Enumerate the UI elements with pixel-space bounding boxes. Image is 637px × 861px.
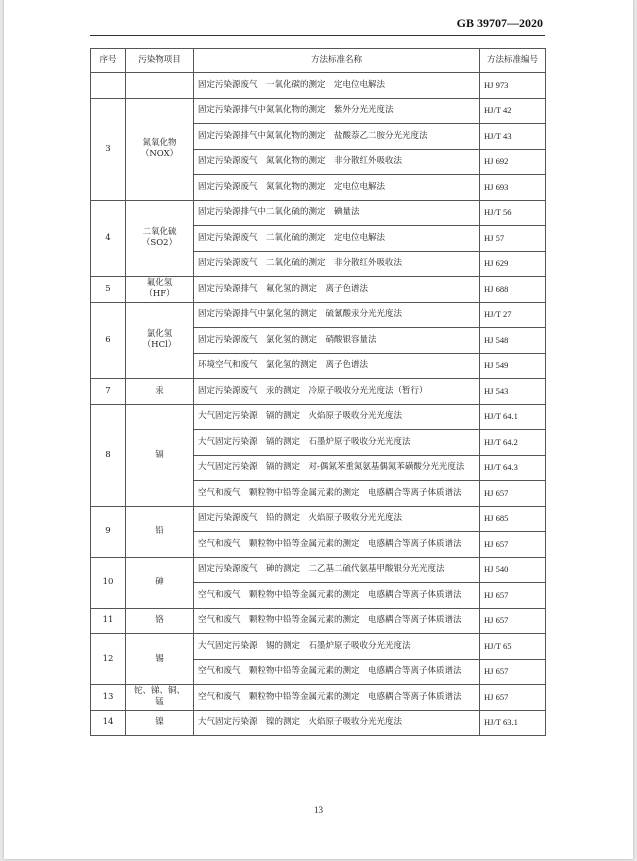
- method-name-cell: 固定污染源废气 二氧化硫的测定 定电位电解法: [194, 226, 480, 252]
- method-code-cell: HJ 688: [480, 277, 546, 303]
- table-row: [91, 277, 546, 303]
- method-name-cell: 空气和废气 颗粒物中铅等金属元素的测定 电感耦合等离子体质谱法: [194, 659, 480, 685]
- method-code-cell: HJ 540: [480, 557, 546, 583]
- method-name-cell: 固定污染源废气 一氧化碳的测定 定电位电解法: [194, 73, 480, 99]
- method-name-cell: 大气固定污染源 镍的测定 火焰原子吸收分光光度法: [194, 710, 480, 736]
- pollutant-item-cell: [126, 73, 194, 99]
- method-name-cell: 大气固定污染源 镉的测定 石墨炉原子吸收分光光度法: [194, 430, 480, 456]
- method-name-cell: 固定污染源废气 二氧化硫的测定 非分散红外吸收法: [194, 251, 480, 277]
- table-body: [91, 73, 546, 736]
- pollutant-item-cell: 汞: [126, 379, 194, 405]
- pollutant-no-cell: 14: [91, 710, 126, 736]
- method-code-cell: HJ/T 63.1: [480, 710, 546, 736]
- pollutant-no-cell: 6: [91, 302, 126, 379]
- pollutant-item-cell: 镉: [126, 404, 194, 506]
- method-code-cell: HJ/T 27: [480, 302, 546, 328]
- table-row: [91, 506, 546, 532]
- pollutant-item-cell: 砷: [126, 557, 194, 608]
- pollutant-item-cell: 锡: [126, 634, 194, 685]
- method-code-cell: HJ/T 64.1: [480, 404, 546, 430]
- header-item: 污染物项目: [126, 49, 194, 73]
- pollutant-no-cell: 10: [91, 557, 126, 608]
- table-row: [91, 302, 546, 328]
- method-code-cell: HJ 657: [480, 608, 546, 634]
- table-row: [91, 404, 546, 430]
- pollutant-item-cell: 铅: [126, 506, 194, 557]
- method-name-cell: 固定污染源废气 铅的测定 火焰原子吸收分光光度法: [194, 506, 480, 532]
- pollutant-no-cell: 8: [91, 404, 126, 506]
- method-name-cell: 空气和废气 颗粒物中铅等金属元素的测定 电感耦合等离子体质谱法: [194, 532, 480, 558]
- method-name-cell: 固定污染源排气中氯化氢的测定 硫氰酸汞分光光度法: [194, 302, 480, 328]
- table-row: [91, 634, 546, 660]
- table-row: [91, 73, 546, 99]
- pollutant-no-cell: 7: [91, 379, 126, 405]
- pollutant-no-cell: 13: [91, 685, 126, 711]
- method-code-cell: HJ 549: [480, 353, 546, 379]
- method-name-cell: 大气固定污染源 镉的测定 对-偶氮苯重氮氨基偶氮苯磺酸分光光度法: [194, 455, 480, 481]
- table-row: [91, 98, 546, 124]
- document-page: [4, 0, 633, 859]
- method-code-cell: HJ 657: [480, 685, 546, 711]
- method-name-cell: 固定污染源排气中氮氧化物的测定 紫外分光光度法: [194, 98, 480, 124]
- method-code-cell: HJ 543: [480, 379, 546, 405]
- standard-code: GB 39707—2020: [456, 16, 543, 30]
- method-code-cell: HJ 973: [480, 73, 546, 99]
- method-name-cell: 固定污染源废气 氯化氢的测定 硝酸银容量法: [194, 328, 480, 354]
- method-code-cell: HJ 657: [480, 659, 546, 685]
- pollutant-item-cell: 氮氧化物 （NOX）: [126, 98, 194, 200]
- method-code-cell: HJ 657: [480, 481, 546, 507]
- method-name-cell: 固定污染源废气 氮氧化物的测定 定电位电解法: [194, 175, 480, 201]
- table-row: [91, 379, 546, 405]
- method-name-cell: 环境空气和废气 氯化氢的测定 离子色谱法: [194, 353, 480, 379]
- method-name-cell: 空气和废气 颗粒物中铅等金属元素的测定 电感耦合等离子体质谱法: [194, 583, 480, 609]
- method-code-cell: HJ/T 65: [480, 634, 546, 660]
- table-row: [91, 710, 546, 736]
- method-name-cell: 空气和废气 颗粒物中铅等金属元素的测定 电感耦合等离子体质谱法: [194, 608, 480, 634]
- method-name-cell: 固定污染源废气 汞的测定 冷原子吸收分光光度法（暂行）: [194, 379, 480, 405]
- header-code: 方法标准编号: [480, 49, 546, 73]
- table-row: [91, 685, 546, 711]
- method-code-cell: HJ 685: [480, 506, 546, 532]
- pollutant-no-cell: 4: [91, 200, 126, 277]
- method-code-cell: HJ 693: [480, 175, 546, 201]
- method-name-cell: 大气固定污染源 锡的测定 石墨炉原子吸收分光光度法: [194, 634, 480, 660]
- pollutant-item-cell: 氯化氢 （HCl）: [126, 302, 194, 379]
- pollutant-no-cell: 5: [91, 277, 126, 303]
- page-number: 13: [314, 805, 323, 815]
- pollutant-item-cell: 氟化氢 （HF）: [126, 277, 194, 303]
- pollutant-no-cell: 9: [91, 506, 126, 557]
- method-name-cell: 空气和废气 颗粒物中铅等金属元素的测定 电感耦合等离子体质谱法: [194, 685, 480, 711]
- method-code-cell: HJ 657: [480, 583, 546, 609]
- method-name-cell: 固定污染源废气 氮氧化物的测定 非分散红外吸收法: [194, 149, 480, 175]
- header-name: 方法标准名称: [194, 49, 480, 73]
- method-code-cell: HJ/T 64.2: [480, 430, 546, 456]
- table-row: [91, 200, 546, 226]
- method-code-cell: HJ/T 64.3: [480, 455, 546, 481]
- method-name-cell: 空气和废气 颗粒物中铅等金属元素的测定 电感耦合等离子体质谱法: [194, 481, 480, 507]
- method-name-cell: 大气固定污染源 镉的测定 火焰原子吸收分光光度法: [194, 404, 480, 430]
- table-row: [91, 608, 546, 634]
- table-row: [91, 557, 546, 583]
- method-name-cell: 固定污染源排气中氮氧化物的测定 盐酸萘乙二胺分光光度法: [194, 124, 480, 150]
- pollutant-no-cell: 12: [91, 634, 126, 685]
- method-code-cell: HJ 657: [480, 532, 546, 558]
- method-code-cell: HJ/T 42: [480, 98, 546, 124]
- pollutant-no-cell: [91, 73, 126, 99]
- pollutant-no-cell: 11: [91, 608, 126, 634]
- pollutant-item-cell: 铊、锑、铜、锰: [126, 685, 194, 711]
- method-code-cell: HJ/T 43: [480, 124, 546, 150]
- pollutant-item-cell: 铬: [126, 608, 194, 634]
- method-code-cell: HJ 57: [480, 226, 546, 252]
- method-standards-table: [90, 48, 546, 736]
- pollutant-no-cell: 3: [91, 98, 126, 200]
- method-code-cell: HJ 548: [480, 328, 546, 354]
- method-code-cell: HJ 692: [480, 149, 546, 175]
- table-header-row: [91, 49, 546, 73]
- pollutant-item-cell: 二氧化硫（SO2）: [126, 200, 194, 277]
- method-code-cell: HJ/T 56: [480, 200, 546, 226]
- method-name-cell: 固定污染源排气中二氧化硫的测定 碘量法: [194, 200, 480, 226]
- method-code-cell: HJ 629: [480, 251, 546, 277]
- method-name-cell: 固定污染源排气 氟化氢的测定 离子色谱法: [194, 277, 480, 303]
- method-name-cell: 固定污染源废气 砷的测定 二乙基二硫代氨基甲酸银分光光度法: [194, 557, 480, 583]
- header-rule: [90, 35, 545, 36]
- header-no: 序号: [91, 49, 126, 73]
- pollutant-item-cell: 镍: [126, 710, 194, 736]
